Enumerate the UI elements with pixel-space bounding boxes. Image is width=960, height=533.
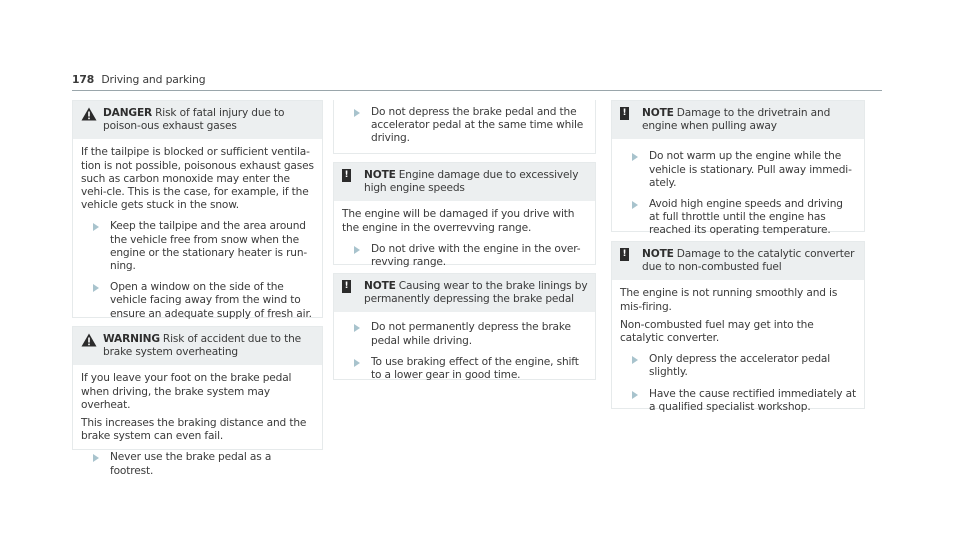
note-keyword: NOTE: [364, 280, 396, 292]
exclamation-note-icon: !: [620, 248, 629, 261]
list-item: [81, 220, 314, 273]
bullet-text: Avoid high engine speeds and driving at full throttle until the engine has reached its operating temperature.: [649, 198, 843, 237]
warning-header: [73, 327, 322, 365]
bullet-text: Never use the brake pedal as a footrest.: [110, 451, 272, 477]
exclamation-note-icon: !: [342, 169, 351, 182]
warning-body: This increases the braking distance and the brake system can even fail.: [81, 417, 307, 443]
note-keyword: NOTE: [364, 169, 396, 181]
arrow-bullet-icon: [632, 201, 638, 209]
bullet-text: Do not permanently depress the brake pedal while driving.: [371, 321, 571, 347]
note-keyword: NOTE: [642, 107, 674, 119]
note-drivetrain-box: [611, 100, 865, 237]
warning-keyword: WARNING: [103, 333, 160, 345]
note-engine-header: [334, 163, 595, 201]
note-catalytic-box: [611, 241, 865, 413]
warning-triangle-icon: [81, 333, 97, 347]
arrow-bullet-icon: [632, 356, 638, 364]
warning-box: [72, 326, 323, 477]
arrow-bullet-icon: [93, 284, 99, 292]
list-item: [342, 356, 587, 382]
note-brake-header: [334, 274, 595, 312]
danger-keyword: DANGER: [103, 107, 153, 119]
danger-body: If the tailpipe is blocked or sufficient ventila-tion is not possible, poisonous exhaust gases such as carbon monoxide may enter the vehi-cle. This is the case, for example, if the vehicle gets stuck in the snow.: [81, 146, 314, 212]
arrow-bullet-icon: [632, 391, 638, 399]
arrow-bullet-icon: [93, 454, 99, 462]
exclamation-note-icon: !: [620, 107, 629, 120]
list-item: [342, 243, 587, 269]
note-drivetrain-header: [612, 101, 864, 139]
list-item: [342, 106, 587, 146]
warning-triangle-icon: [81, 107, 97, 121]
page-header: [72, 73, 205, 86]
bullet-text: Do not warm up the engine while the vehicle is stationary. Pull away immedi-ately.: [649, 150, 852, 189]
note-catalytic-body: Non-combusted fuel may get into the catalytic converter.: [620, 318, 814, 345]
note-catalytic-body: The engine is not running smoothly and is mis-firing.: [620, 287, 838, 313]
list-item: [620, 198, 856, 238]
note-brake-box: [333, 273, 596, 380]
danger-box: [72, 100, 323, 318]
exclamation-note-icon: !: [342, 280, 351, 293]
arrow-bullet-icon: [354, 324, 360, 332]
bullet-text: Do not depress the brake pedal and the accelerator pedal at the same time while driving.: [371, 106, 584, 145]
note-catalytic-title: Damage to the catalytic converter due to non-combusted fuel: [642, 248, 855, 274]
list-item: [342, 321, 587, 347]
note-catalytic-header: [612, 242, 864, 280]
list-item: [620, 388, 856, 414]
section-title: Driving and parking: [101, 73, 206, 86]
bullet-text: Open a window on the side of the vehicle facing away from the wind to ensure an adequate supply of fresh air.: [110, 281, 312, 320]
list-item: [620, 150, 856, 190]
bullet-text: Only depress the accelerator pedal slightly.: [649, 353, 831, 379]
bullet-text: Do not drive with the engine in the over-revving range.: [371, 242, 581, 269]
arrow-bullet-icon: [354, 246, 360, 254]
bullet-text: To use braking effect of the engine, shift to a lower gear in good time.: [371, 355, 579, 382]
note-drivetrain-title: Damage to the drivetrain and engine when pulling away: [642, 107, 831, 133]
bullet-text: Keep the tailpipe and the area around the vehicle free from snow when the engine or the stationary heater is run-ning.: [110, 220, 308, 273]
list-item: [620, 353, 856, 379]
note-engine-title: Engine damage due to excessively high engine speeds: [364, 169, 579, 195]
arrow-bullet-icon: [354, 109, 360, 117]
warning-body: If you leave your foot on the brake pedal when driving, the brake system may overheat.: [81, 372, 292, 411]
note-engine-box: [333, 162, 596, 269]
warning-title: Risk of accident due to the brake system overheating: [103, 333, 302, 359]
arrow-bullet-icon: [354, 359, 360, 367]
note-engine-body: The engine will be damaged if you drive with the engine in the overrevving range.: [342, 208, 575, 234]
note-brake-title: Causing wear to the brake linings by permanently depressing the brake pedal: [364, 280, 588, 306]
list-item: [81, 281, 314, 321]
bullet-text: Have the cause rectified immediately at a qualified specialist workshop.: [649, 387, 856, 413]
arrow-bullet-icon: [632, 153, 638, 161]
danger-header: [73, 101, 322, 139]
header-divider: [72, 90, 882, 91]
continued-box: [333, 100, 596, 154]
list-item: [81, 451, 314, 477]
note-keyword: NOTE: [642, 248, 674, 260]
danger-title: Risk of fatal injury due to poison-ous exhaust gases: [103, 107, 285, 133]
page-number: 178: [72, 73, 95, 86]
arrow-bullet-icon: [93, 223, 99, 231]
